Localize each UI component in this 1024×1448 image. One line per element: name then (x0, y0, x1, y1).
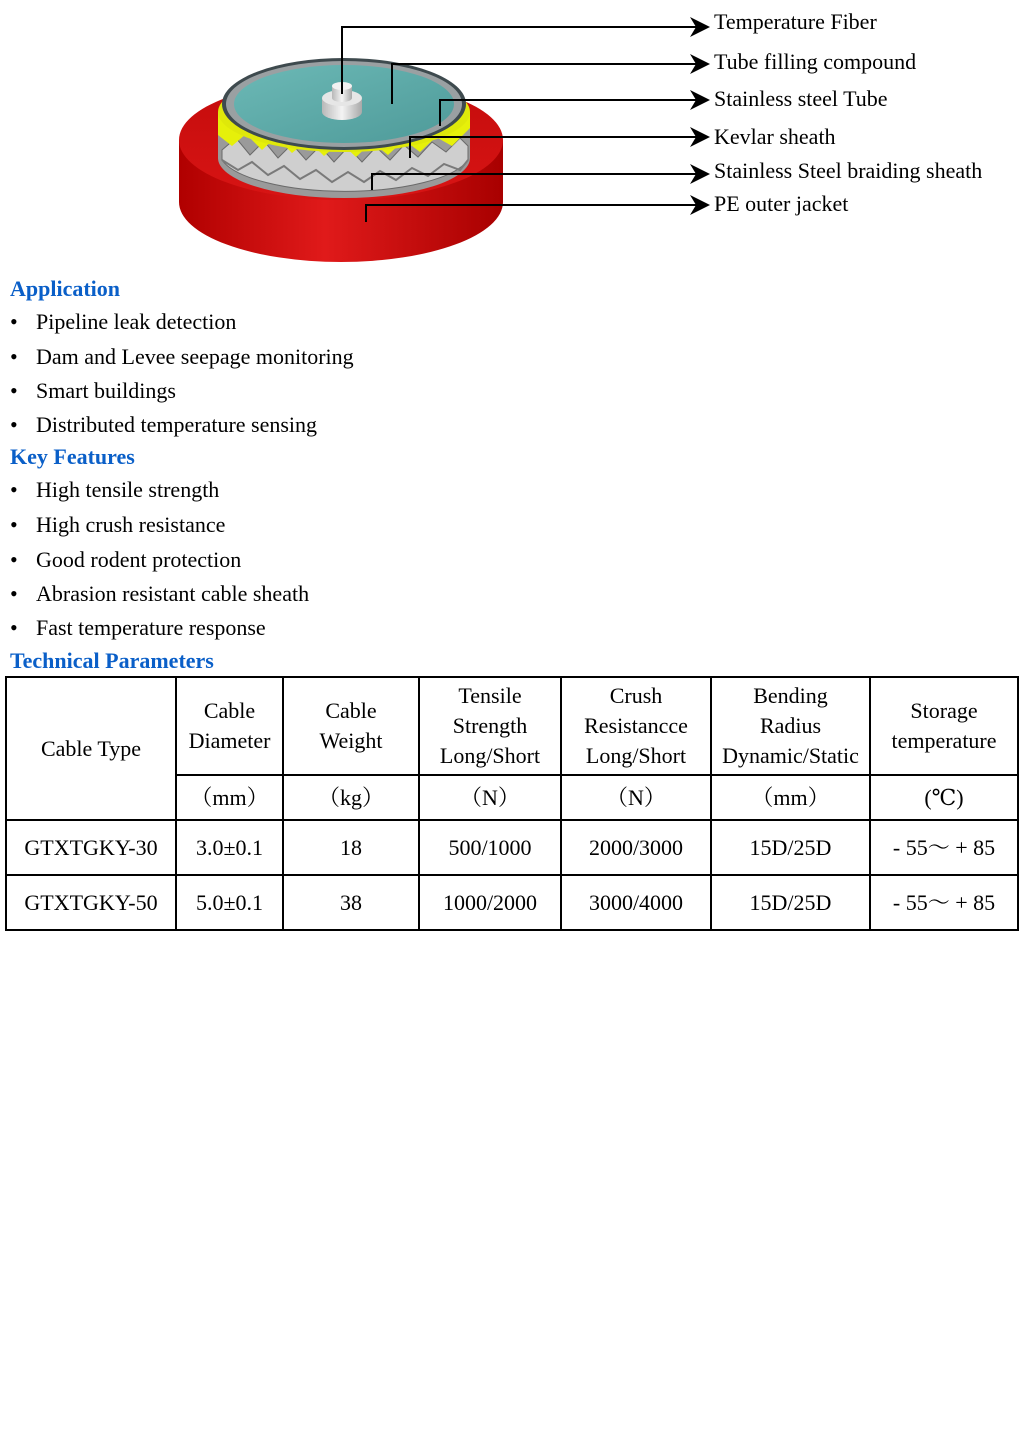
unit-cell: （N） (419, 775, 561, 820)
header-line: temperature (891, 728, 997, 753)
technical-parameters-table (5, 676, 1019, 931)
table-cell: GTXTGKY-50 (6, 875, 176, 930)
header-bending-radius (711, 677, 870, 775)
application-item (10, 378, 176, 404)
header-line: Long/Short (585, 743, 687, 768)
feature-item (10, 615, 266, 641)
bullet-icon: • (10, 512, 18, 537)
feature-item (10, 547, 241, 573)
label-tube-filling-compound: Tube filling compound (714, 49, 917, 74)
feature-item-text: Good rodent protection (36, 547, 242, 572)
table-cell: - 55～ + 85 (870, 875, 1018, 930)
label-kevlar-sheath: Kevlar sheath (714, 124, 836, 149)
feature-item-text: Abrasion resistant cable sheath (36, 581, 310, 606)
unit-cell: （mm） (176, 775, 283, 820)
bullet-icon: • (10, 615, 18, 640)
table-cell: 3.0±0.1 (176, 820, 283, 875)
feature-item (10, 477, 219, 503)
feature-item-text: High tensile strength (36, 477, 220, 502)
table-cell: 1000/2000 (419, 875, 561, 930)
table-cell: - 55～ + 85 (870, 820, 1018, 875)
label-pe-outer-jacket: PE outer jacket (714, 191, 849, 216)
header-line: Crush (609, 683, 663, 708)
header-tensile-strength (419, 677, 561, 775)
table-cell: GTXTGKY-30 (6, 820, 176, 875)
bullet-icon: • (10, 378, 18, 403)
header-line: Storage (910, 698, 978, 723)
unit-cell: （kg） (283, 775, 419, 820)
table-cell: 5.0±0.1 (176, 875, 283, 930)
header-cable-diameter (176, 677, 283, 775)
unit-cell: (℃) (870, 775, 1018, 820)
table-cell: 15D/25D (711, 820, 870, 875)
header-cable-weight (283, 677, 419, 775)
header-line: Cable Type (40, 735, 142, 761)
bullet-icon: • (10, 547, 18, 572)
bullet-icon: • (10, 309, 18, 334)
parameters-heading: Technical Parameters (10, 648, 214, 673)
label-temperature-fiber: Temperature Fiber (714, 9, 877, 34)
header-line: Bending (753, 683, 828, 708)
application-item (10, 412, 317, 438)
header-line: Weight (319, 728, 383, 753)
header-line: Radius (759, 713, 822, 738)
unit-cell: （mm） (711, 775, 870, 820)
header-line: Resistancce (584, 713, 688, 738)
bullet-icon: • (10, 412, 18, 437)
table-header-row (6, 677, 1018, 775)
application-item (10, 309, 236, 335)
application-item-text: Dam and Levee seepage monitoring (36, 344, 354, 369)
bullet-icon: • (10, 344, 18, 369)
feature-item (10, 512, 225, 538)
header-storage-temperature (870, 677, 1018, 775)
application-item (10, 344, 354, 370)
header-line: Strength (452, 713, 528, 738)
header-line: Cable (325, 698, 377, 723)
table-cell: 15D/25D (711, 875, 870, 930)
table-row (6, 820, 1018, 875)
table-cell: 2000/3000 (561, 820, 711, 875)
table-cell: 3000/4000 (561, 875, 711, 930)
header-line: Diameter (188, 728, 271, 753)
header-line: Long/Short (439, 743, 541, 768)
application-heading: Application (10, 276, 121, 301)
application-item-text: Distributed temperature sensing (36, 412, 318, 437)
bullet-icon: • (10, 477, 18, 502)
features-heading: Key Features (10, 444, 135, 469)
table-cell: 18 (283, 820, 419, 875)
header-crush-resistance (561, 677, 711, 775)
feature-item-text: Fast temperature response (36, 615, 266, 640)
header-cable-type (6, 677, 176, 820)
label-stainless-steel-tube: Stainless steel Tube (714, 86, 888, 111)
table-cell: 38 (283, 875, 419, 930)
application-item-text: Smart buildings (36, 378, 176, 403)
table-row (6, 875, 1018, 930)
cable-cross-section-diagram (0, 0, 1024, 270)
header-line: Tensile (458, 683, 522, 708)
label-braiding-sheath: Stainless Steel braiding sheath (714, 158, 983, 183)
table-cell: 500/1000 (419, 820, 561, 875)
feature-item (10, 581, 309, 607)
bullet-icon: • (10, 581, 18, 606)
header-line: Cable (203, 698, 256, 723)
unit-cell: （N） (561, 775, 711, 820)
application-item-text: Pipeline leak detection (36, 309, 237, 334)
header-line: Dynamic/Static (722, 743, 859, 768)
feature-item-text: High crush resistance (36, 512, 226, 537)
